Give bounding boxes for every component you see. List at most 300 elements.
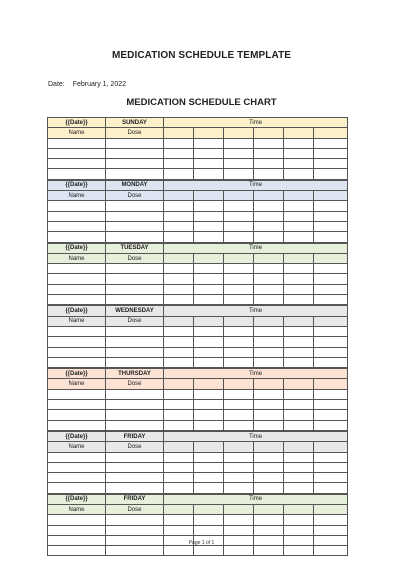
time-cell[interactable]: [284, 400, 314, 410]
time-cell[interactable]: [254, 274, 284, 284]
time-cell[interactable]: [164, 473, 194, 483]
medication-row: [48, 452, 348, 462]
time-cell[interactable]: [164, 357, 194, 367]
time-cell[interactable]: [254, 337, 284, 347]
time-cell[interactable]: [314, 337, 348, 347]
name-cell[interactable]: [48, 389, 106, 399]
time-slot-header[interactable]: [224, 379, 254, 389]
time-cell[interactable]: [254, 201, 284, 211]
time-cell[interactable]: [254, 138, 284, 148]
time-slot-header[interactable]: [164, 253, 194, 263]
time-slot-header[interactable]: [194, 442, 224, 452]
time-cell[interactable]: [254, 211, 284, 221]
dose-cell[interactable]: [106, 473, 164, 483]
time-cell[interactable]: [194, 546, 224, 556]
time-cell[interactable]: [194, 232, 224, 242]
time-cell[interactable]: [254, 525, 284, 535]
time-cell[interactable]: [314, 138, 348, 148]
time-cell[interactable]: [254, 420, 284, 430]
time-cell[interactable]: [224, 264, 254, 274]
time-cell[interactable]: [164, 462, 194, 472]
name-cell[interactable]: [48, 232, 106, 242]
time-cell[interactable]: [314, 169, 348, 179]
time-cell[interactable]: [314, 347, 348, 357]
time-cell[interactable]: [164, 483, 194, 493]
dose-cell[interactable]: [106, 347, 164, 357]
time-cell[interactable]: [254, 295, 284, 305]
date-placeholder[interactable]: {{Date}}: [48, 243, 106, 253]
time-cell[interactable]: [284, 515, 314, 525]
time-slot-header[interactable]: [164, 191, 194, 201]
time-cell[interactable]: [314, 264, 348, 274]
dose-cell[interactable]: [106, 546, 164, 556]
time-cell[interactable]: [194, 525, 224, 535]
time-cell[interactable]: [224, 515, 254, 525]
time-cell[interactable]: [224, 347, 254, 357]
time-cell[interactable]: [284, 232, 314, 242]
time-slot-header[interactable]: [164, 128, 194, 138]
dose-cell[interactable]: [106, 326, 164, 336]
time-cell[interactable]: [284, 284, 314, 294]
day-label: WEDNESDAY: [106, 306, 164, 316]
time-cell[interactable]: [224, 201, 254, 211]
medication-row: [48, 221, 348, 231]
time-slot-header[interactable]: [314, 253, 348, 263]
time-slot-header[interactable]: [164, 316, 194, 326]
medication-row: [48, 357, 348, 367]
time-cell[interactable]: [194, 169, 224, 179]
time-slot-header[interactable]: [224, 316, 254, 326]
name-cell[interactable]: [48, 201, 106, 211]
name-cell[interactable]: [48, 159, 106, 169]
time-slot-header[interactable]: [314, 316, 348, 326]
time-cell[interactable]: [164, 159, 194, 169]
time-cell[interactable]: [254, 483, 284, 493]
time-cell[interactable]: [164, 525, 194, 535]
date-placeholder[interactable]: {{Date}}: [48, 118, 106, 128]
time-slot-header[interactable]: [224, 191, 254, 201]
time-slot-header[interactable]: [284, 316, 314, 326]
time-slot-header[interactable]: [254, 191, 284, 201]
time-cell[interactable]: [194, 284, 224, 294]
time-cell[interactable]: [224, 159, 254, 169]
time-cell[interactable]: [254, 410, 284, 420]
dose-cell[interactable]: [106, 462, 164, 472]
time-cell[interactable]: [164, 546, 194, 556]
time-cell[interactable]: [284, 337, 314, 347]
time-cell[interactable]: [314, 148, 348, 158]
time-cell[interactable]: [194, 326, 224, 336]
time-cell[interactable]: [254, 221, 284, 231]
medication-row: [48, 211, 348, 221]
time-cell[interactable]: [164, 515, 194, 525]
time-header: Time: [164, 431, 348, 441]
dose-cell[interactable]: [106, 420, 164, 430]
dose-cell[interactable]: [106, 515, 164, 525]
time-cell[interactable]: [194, 347, 224, 357]
time-slot-header[interactable]: [194, 504, 224, 514]
time-cell[interactable]: [254, 389, 284, 399]
time-cell[interactable]: [314, 389, 348, 399]
dose-header: Dose: [106, 253, 164, 263]
name-cell[interactable]: [48, 400, 106, 410]
time-cell[interactable]: [314, 221, 348, 231]
date-placeholder[interactable]: {{Date}}: [48, 369, 106, 379]
date-line: [48, 81, 126, 88]
time-slot-header[interactable]: [164, 504, 194, 514]
time-cell[interactable]: [224, 232, 254, 242]
time-slot-header[interactable]: [224, 253, 254, 263]
medication-row: [48, 295, 348, 305]
dose-cell[interactable]: [106, 452, 164, 462]
time-slot-header[interactable]: [254, 316, 284, 326]
time-cell[interactable]: [284, 462, 314, 472]
time-cell[interactable]: [284, 326, 314, 336]
time-cell[interactable]: [164, 221, 194, 231]
name-cell[interactable]: [48, 337, 106, 347]
time-cell[interactable]: [284, 420, 314, 430]
name-cell[interactable]: [48, 264, 106, 274]
dose-cell[interactable]: [106, 483, 164, 493]
time-cell[interactable]: [314, 232, 348, 242]
time-slot-header[interactable]: [284, 504, 314, 514]
time-cell[interactable]: [224, 148, 254, 158]
time-cell[interactable]: [164, 211, 194, 221]
time-slot-header[interactable]: [194, 253, 224, 263]
time-cell[interactable]: [194, 295, 224, 305]
day-table: [47, 305, 348, 368]
time-cell[interactable]: [314, 326, 348, 336]
name-cell[interactable]: [48, 284, 106, 294]
time-slot-header[interactable]: [194, 316, 224, 326]
time-cell[interactable]: [224, 357, 254, 367]
dose-cell[interactable]: [106, 284, 164, 294]
time-cell[interactable]: [314, 483, 348, 493]
time-cell[interactable]: [284, 389, 314, 399]
time-cell[interactable]: [194, 337, 224, 347]
time-cell[interactable]: [254, 462, 284, 472]
time-cell[interactable]: [254, 400, 284, 410]
time-slot-header[interactable]: [224, 442, 254, 452]
time-slot-header[interactable]: [194, 379, 224, 389]
time-cell[interactable]: [224, 221, 254, 231]
dose-cell[interactable]: [106, 138, 164, 148]
name-cell[interactable]: [48, 169, 106, 179]
medication-row: [48, 274, 348, 284]
time-cell[interactable]: [164, 400, 194, 410]
name-cell[interactable]: [48, 515, 106, 525]
time-cell[interactable]: [164, 389, 194, 399]
name-cell[interactable]: [48, 410, 106, 420]
date-placeholder[interactable]: {{Date}}: [48, 494, 106, 504]
time-cell[interactable]: [224, 420, 254, 430]
time-slot-header[interactable]: [224, 504, 254, 514]
time-cell[interactable]: [194, 211, 224, 221]
time-cell[interactable]: [284, 264, 314, 274]
name-cell[interactable]: [48, 221, 106, 231]
document-title: MEDICATION SCHEDULE TEMPLATE: [111, 50, 292, 61]
time-cell[interactable]: [224, 337, 254, 347]
name-cell[interactable]: [48, 295, 106, 305]
time-cell[interactable]: [194, 473, 224, 483]
chart-title: MEDICATION SCHEDULE CHART: [126, 97, 277, 108]
dose-cell[interactable]: [106, 148, 164, 158]
time-cell[interactable]: [314, 201, 348, 211]
time-cell[interactable]: [194, 274, 224, 284]
dose-cell[interactable]: [106, 389, 164, 399]
date-placeholder[interactable]: {{Date}}: [48, 180, 106, 190]
name-cell[interactable]: [48, 420, 106, 430]
time-slot-header[interactable]: [194, 191, 224, 201]
day-table: [47, 117, 348, 180]
time-cell[interactable]: [314, 400, 348, 410]
time-cell[interactable]: [164, 420, 194, 430]
time-cell[interactable]: [284, 274, 314, 284]
time-cell[interactable]: [314, 462, 348, 472]
time-cell[interactable]: [224, 525, 254, 535]
time-header: Time: [164, 494, 348, 504]
medication-row: [48, 400, 348, 410]
medication-row: [48, 326, 348, 336]
time-slot-header[interactable]: [314, 191, 348, 201]
dose-cell[interactable]: [106, 159, 164, 169]
time-cell[interactable]: [314, 211, 348, 221]
time-cell[interactable]: [254, 148, 284, 158]
dose-cell[interactable]: [106, 211, 164, 221]
medication-row: [48, 148, 348, 158]
time-cell[interactable]: [224, 169, 254, 179]
day-header-row: [48, 180, 348, 190]
time-cell[interactable]: [314, 525, 348, 535]
medication-row: [48, 284, 348, 294]
dose-cell[interactable]: [106, 232, 164, 242]
time-cell[interactable]: [194, 462, 224, 472]
time-slot-header[interactable]: [284, 191, 314, 201]
time-cell[interactable]: [164, 295, 194, 305]
medication-row: [48, 337, 348, 347]
dose-cell[interactable]: [106, 525, 164, 535]
time-cell[interactable]: [224, 211, 254, 221]
date-placeholder[interactable]: {{Date}}: [48, 306, 106, 316]
time-cell[interactable]: [194, 159, 224, 169]
day-header-row: [48, 369, 348, 379]
dose-cell[interactable]: [106, 221, 164, 231]
medication-row: [48, 232, 348, 242]
day-table: [47, 494, 348, 557]
dose-cell[interactable]: [106, 295, 164, 305]
time-cell[interactable]: [164, 274, 194, 284]
time-slot-header[interactable]: [314, 128, 348, 138]
date-placeholder[interactable]: {{Date}}: [48, 431, 106, 441]
dose-cell[interactable]: [106, 357, 164, 367]
time-cell[interactable]: [164, 264, 194, 274]
time-cell[interactable]: [194, 357, 224, 367]
day-label: FRIDAY: [106, 494, 164, 504]
dose-cell[interactable]: [106, 337, 164, 347]
time-cell[interactable]: [254, 159, 284, 169]
time-cell[interactable]: [314, 159, 348, 169]
time-cell[interactable]: [284, 357, 314, 367]
time-cell[interactable]: [224, 284, 254, 294]
time-slot-header[interactable]: [194, 128, 224, 138]
name-cell[interactable]: [48, 452, 106, 462]
time-cell[interactable]: [224, 410, 254, 420]
time-cell[interactable]: [254, 232, 284, 242]
time-header: Time: [164, 369, 348, 379]
day-header-row: [48, 243, 348, 253]
time-cell[interactable]: [314, 274, 348, 284]
time-cell[interactable]: [194, 452, 224, 462]
day-header-row: [48, 118, 348, 128]
name-cell[interactable]: [48, 546, 106, 556]
time-cell[interactable]: [164, 201, 194, 211]
date-value: February 1, 2022: [72, 81, 126, 88]
dose-cell[interactable]: [106, 264, 164, 274]
time-slot-header[interactable]: [314, 379, 348, 389]
name-cell[interactable]: [48, 326, 106, 336]
time-cell[interactable]: [254, 347, 284, 357]
dose-header: Dose: [106, 504, 164, 514]
time-cell[interactable]: [224, 452, 254, 462]
time-cell[interactable]: [164, 169, 194, 179]
time-cell[interactable]: [194, 389, 224, 399]
time-slot-header[interactable]: [284, 442, 314, 452]
time-cell[interactable]: [194, 400, 224, 410]
time-cell[interactable]: [314, 410, 348, 420]
time-cell[interactable]: [164, 410, 194, 420]
time-cell[interactable]: [314, 284, 348, 294]
time-cell[interactable]: [224, 546, 254, 556]
name-cell[interactable]: [48, 138, 106, 148]
time-cell[interactable]: [284, 201, 314, 211]
time-slot-header[interactable]: [314, 442, 348, 452]
name-cell[interactable]: [48, 483, 106, 493]
column-header-row: [48, 504, 348, 514]
time-cell[interactable]: [284, 148, 314, 158]
time-cell[interactable]: [314, 357, 348, 367]
time-cell[interactable]: [284, 159, 314, 169]
time-cell[interactable]: [194, 201, 224, 211]
dose-cell[interactable]: [106, 274, 164, 284]
time-cell[interactable]: [284, 169, 314, 179]
name-cell[interactable]: [48, 274, 106, 284]
time-cell[interactable]: [224, 274, 254, 284]
name-cell[interactable]: [48, 473, 106, 483]
time-cell[interactable]: [314, 295, 348, 305]
time-cell[interactable]: [164, 452, 194, 462]
time-cell[interactable]: [314, 546, 348, 556]
time-cell[interactable]: [314, 473, 348, 483]
time-cell[interactable]: [194, 515, 224, 525]
dose-cell[interactable]: [106, 201, 164, 211]
time-cell[interactable]: [284, 525, 314, 535]
name-cell[interactable]: [48, 357, 106, 367]
time-cell[interactable]: [284, 483, 314, 493]
dose-cell[interactable]: [106, 169, 164, 179]
time-slot-header[interactable]: [314, 504, 348, 514]
time-slot-header[interactable]: [254, 379, 284, 389]
time-slot-header[interactable]: [254, 442, 284, 452]
time-cell[interactable]: [254, 473, 284, 483]
time-cell[interactable]: [224, 400, 254, 410]
time-cell[interactable]: [254, 264, 284, 274]
name-cell[interactable]: [48, 211, 106, 221]
time-slot-header[interactable]: [224, 128, 254, 138]
time-cell[interactable]: [314, 420, 348, 430]
time-cell[interactable]: [254, 284, 284, 294]
time-cell[interactable]: [224, 483, 254, 493]
time-cell[interactable]: [194, 138, 224, 148]
medication-row: [48, 473, 348, 483]
time-cell[interactable]: [194, 483, 224, 493]
time-cell[interactable]: [284, 546, 314, 556]
day-label: SUNDAY: [106, 118, 164, 128]
time-cell[interactable]: [254, 326, 284, 336]
time-slot-header[interactable]: [254, 253, 284, 263]
time-cell[interactable]: [224, 138, 254, 148]
time-cell[interactable]: [194, 410, 224, 420]
time-cell[interactable]: [284, 138, 314, 148]
time-cell[interactable]: [164, 148, 194, 158]
time-cell[interactable]: [224, 326, 254, 336]
name-cell[interactable]: [48, 347, 106, 357]
time-cell[interactable]: [164, 232, 194, 242]
time-cell[interactable]: [164, 337, 194, 347]
time-cell[interactable]: [284, 473, 314, 483]
time-cell[interactable]: [224, 462, 254, 472]
time-cell[interactable]: [284, 452, 314, 462]
time-cell[interactable]: [224, 389, 254, 399]
time-cell[interactable]: [254, 357, 284, 367]
time-cell[interactable]: [284, 221, 314, 231]
time-cell[interactable]: [164, 326, 194, 336]
time-cell[interactable]: [314, 515, 348, 525]
time-slot-header[interactable]: [164, 379, 194, 389]
time-cell[interactable]: [194, 264, 224, 274]
time-cell[interactable]: [254, 515, 284, 525]
day-label: FRIDAY: [106, 431, 164, 441]
time-cell[interactable]: [284, 211, 314, 221]
time-cell[interactable]: [194, 420, 224, 430]
column-header-row: [48, 253, 348, 263]
time-slot-header[interactable]: [284, 379, 314, 389]
time-cell[interactable]: [284, 295, 314, 305]
name-cell[interactable]: [48, 462, 106, 472]
time-slot-header[interactable]: [254, 128, 284, 138]
time-cell[interactable]: [224, 473, 254, 483]
time-cell[interactable]: [254, 169, 284, 179]
time-cell[interactable]: [284, 410, 314, 420]
time-slot-header[interactable]: [164, 442, 194, 452]
time-cell[interactable]: [254, 452, 284, 462]
time-slot-header[interactable]: [284, 128, 314, 138]
dose-cell[interactable]: [106, 400, 164, 410]
time-cell[interactable]: [194, 221, 224, 231]
name-cell[interactable]: [48, 525, 106, 535]
time-cell[interactable]: [314, 452, 348, 462]
time-cell[interactable]: [164, 284, 194, 294]
dose-cell[interactable]: [106, 410, 164, 420]
time-slot-header[interactable]: [284, 253, 314, 263]
name-cell[interactable]: [48, 148, 106, 158]
time-cell[interactable]: [164, 347, 194, 357]
time-cell[interactable]: [284, 347, 314, 357]
time-cell[interactable]: [254, 546, 284, 556]
time-slot-header[interactable]: [254, 504, 284, 514]
time-cell[interactable]: [164, 138, 194, 148]
time-cell[interactable]: [194, 148, 224, 158]
time-cell[interactable]: [224, 295, 254, 305]
